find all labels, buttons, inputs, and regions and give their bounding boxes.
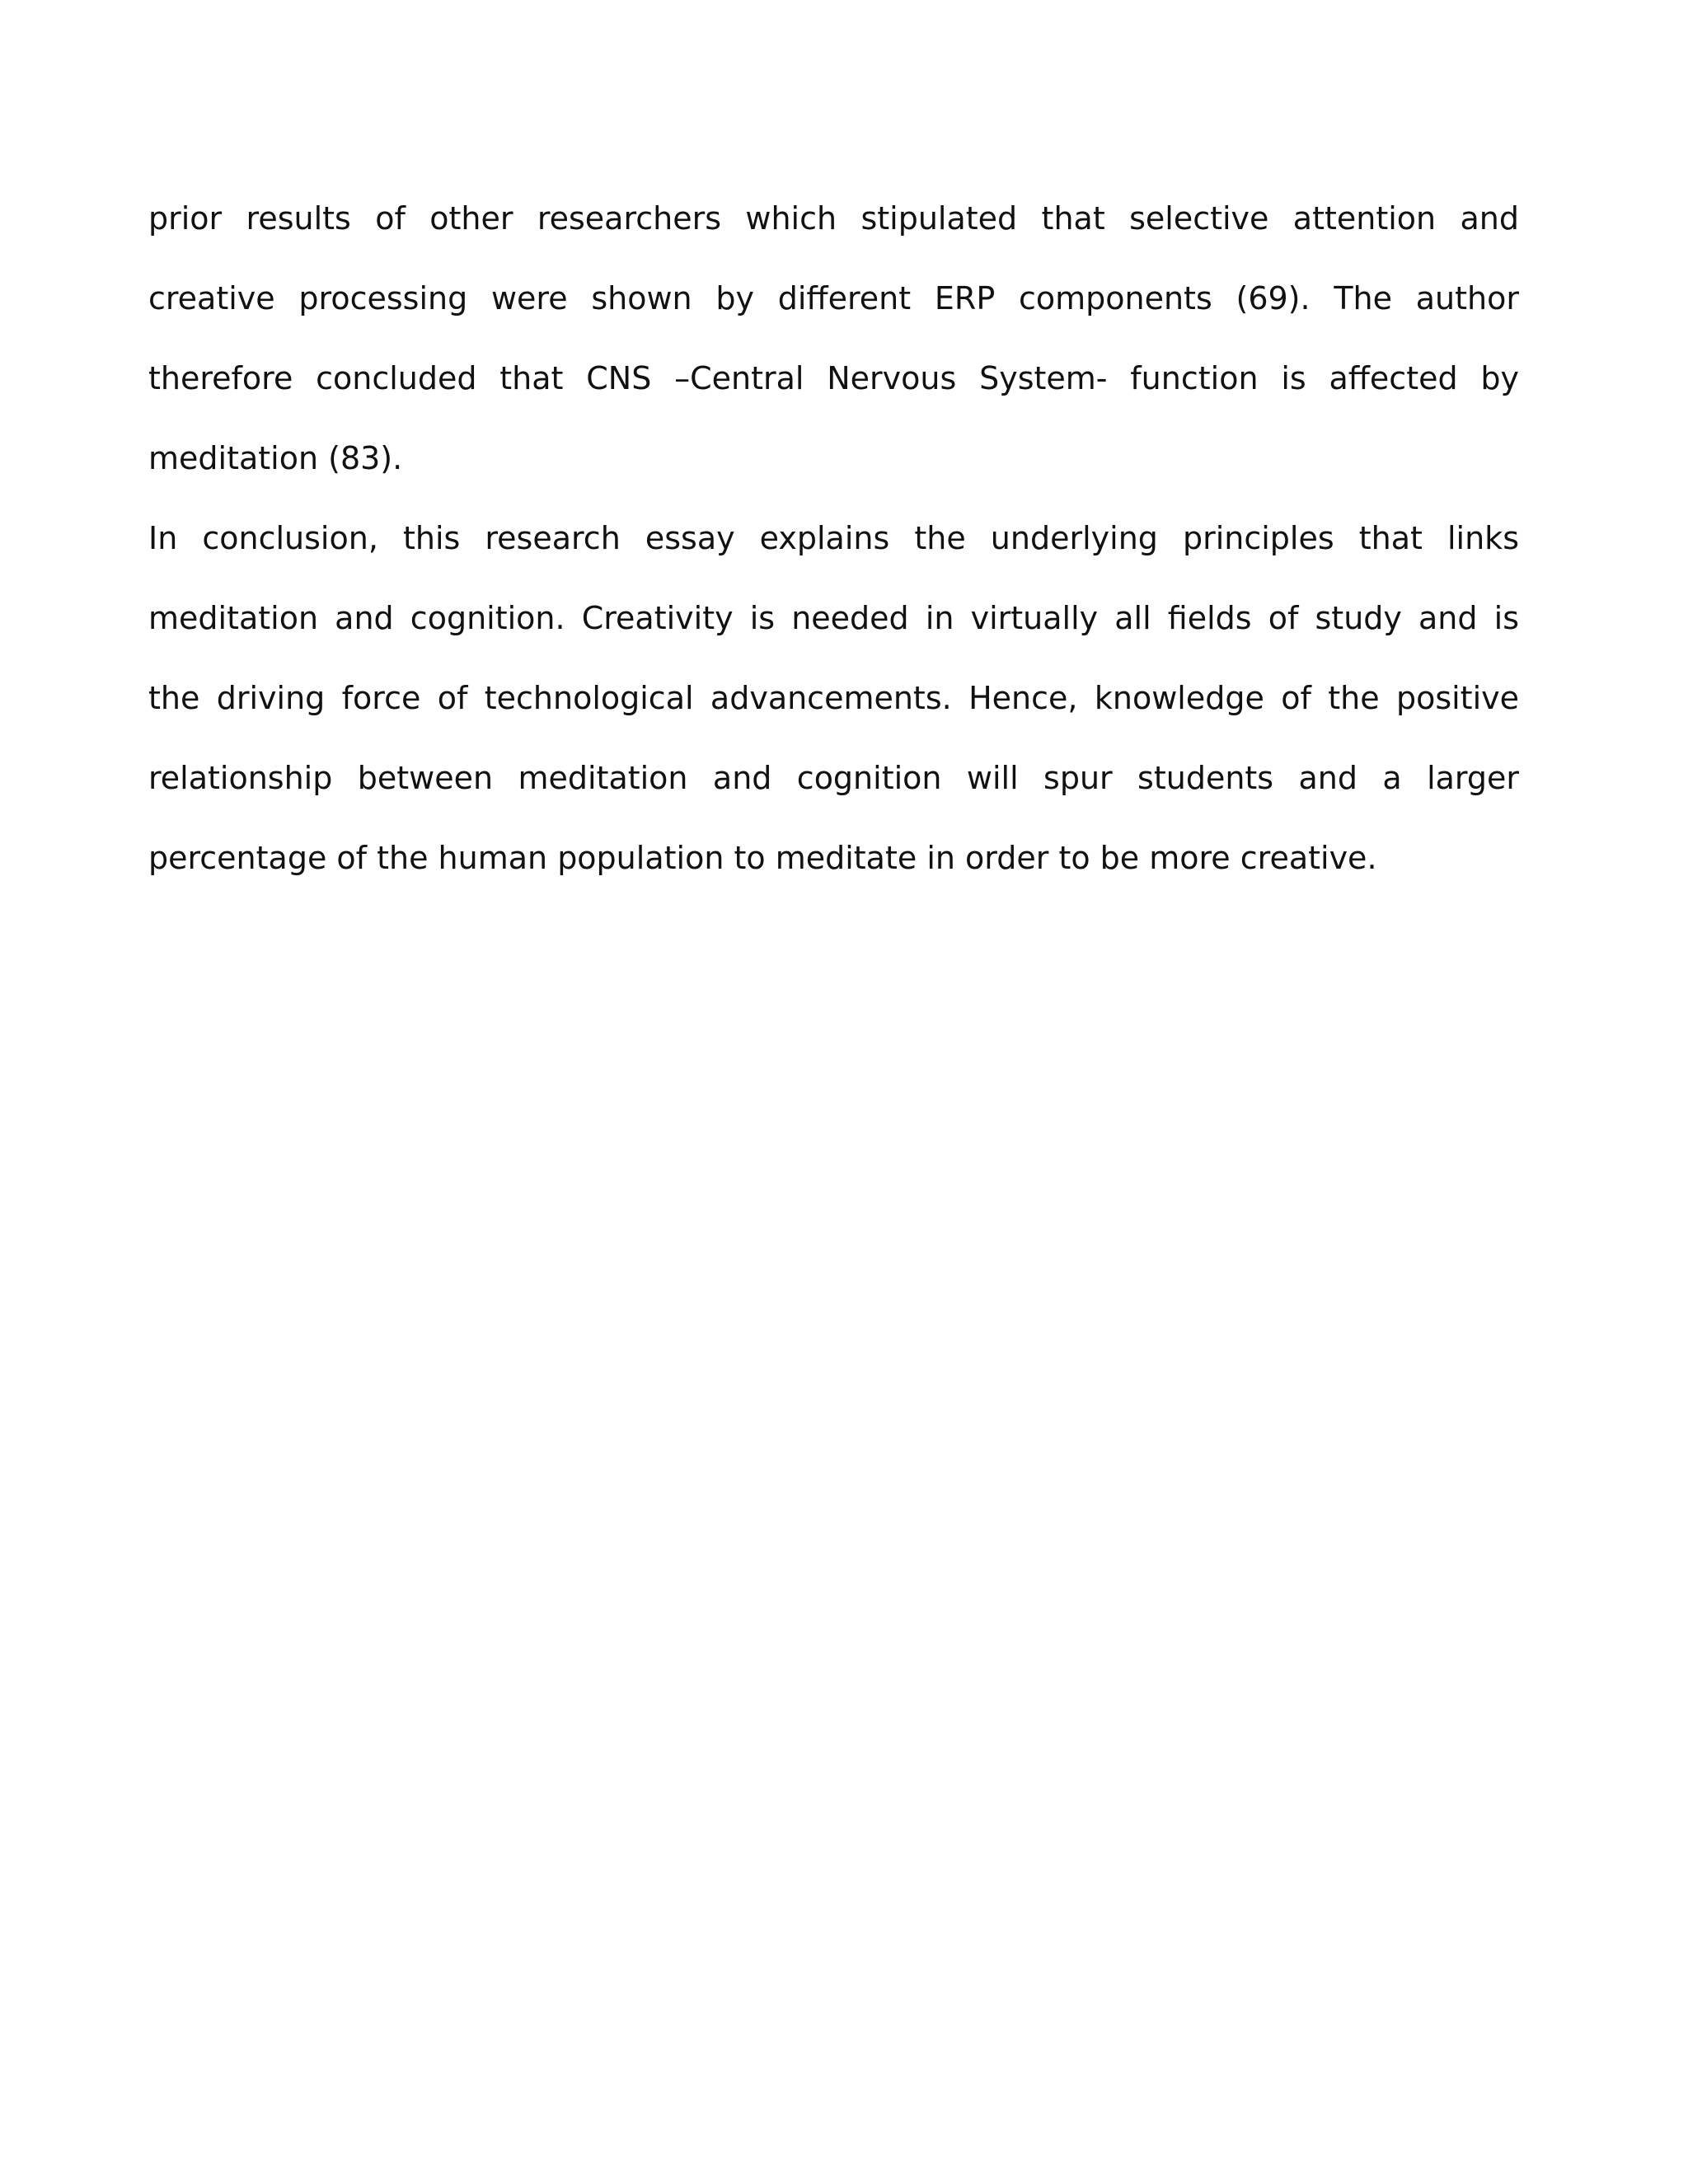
paragraph-line: therefore concluded that CNS –Central Nervous System- function is affected by (148, 360, 1519, 396)
paragraph-conclusion (148, 513, 1519, 913)
paragraph-line: relationship between meditation and cognition will spur students and a larger (148, 760, 1519, 796)
paragraph-line: meditation (83). (148, 440, 403, 476)
paragraph-line: creative processing were shown by different ERP components (69). The author (148, 280, 1519, 316)
paragraph-line: prior results of other researchers which stipulated that selective attention and (148, 200, 1519, 237)
paragraph-line: the driving force of technological advancements. Hence, knowledge of the positive (148, 680, 1519, 716)
paragraph-continuation (148, 194, 1519, 513)
paragraph-line: meditation and cognition. Creativity is needed in virtually all fields of study and is (148, 600, 1519, 636)
paragraph-line: percentage of the human population to meditate in order to be more creative. (148, 840, 1377, 876)
paragraph-line: In conclusion, this research essay explains the underlying principles that links (148, 520, 1519, 556)
